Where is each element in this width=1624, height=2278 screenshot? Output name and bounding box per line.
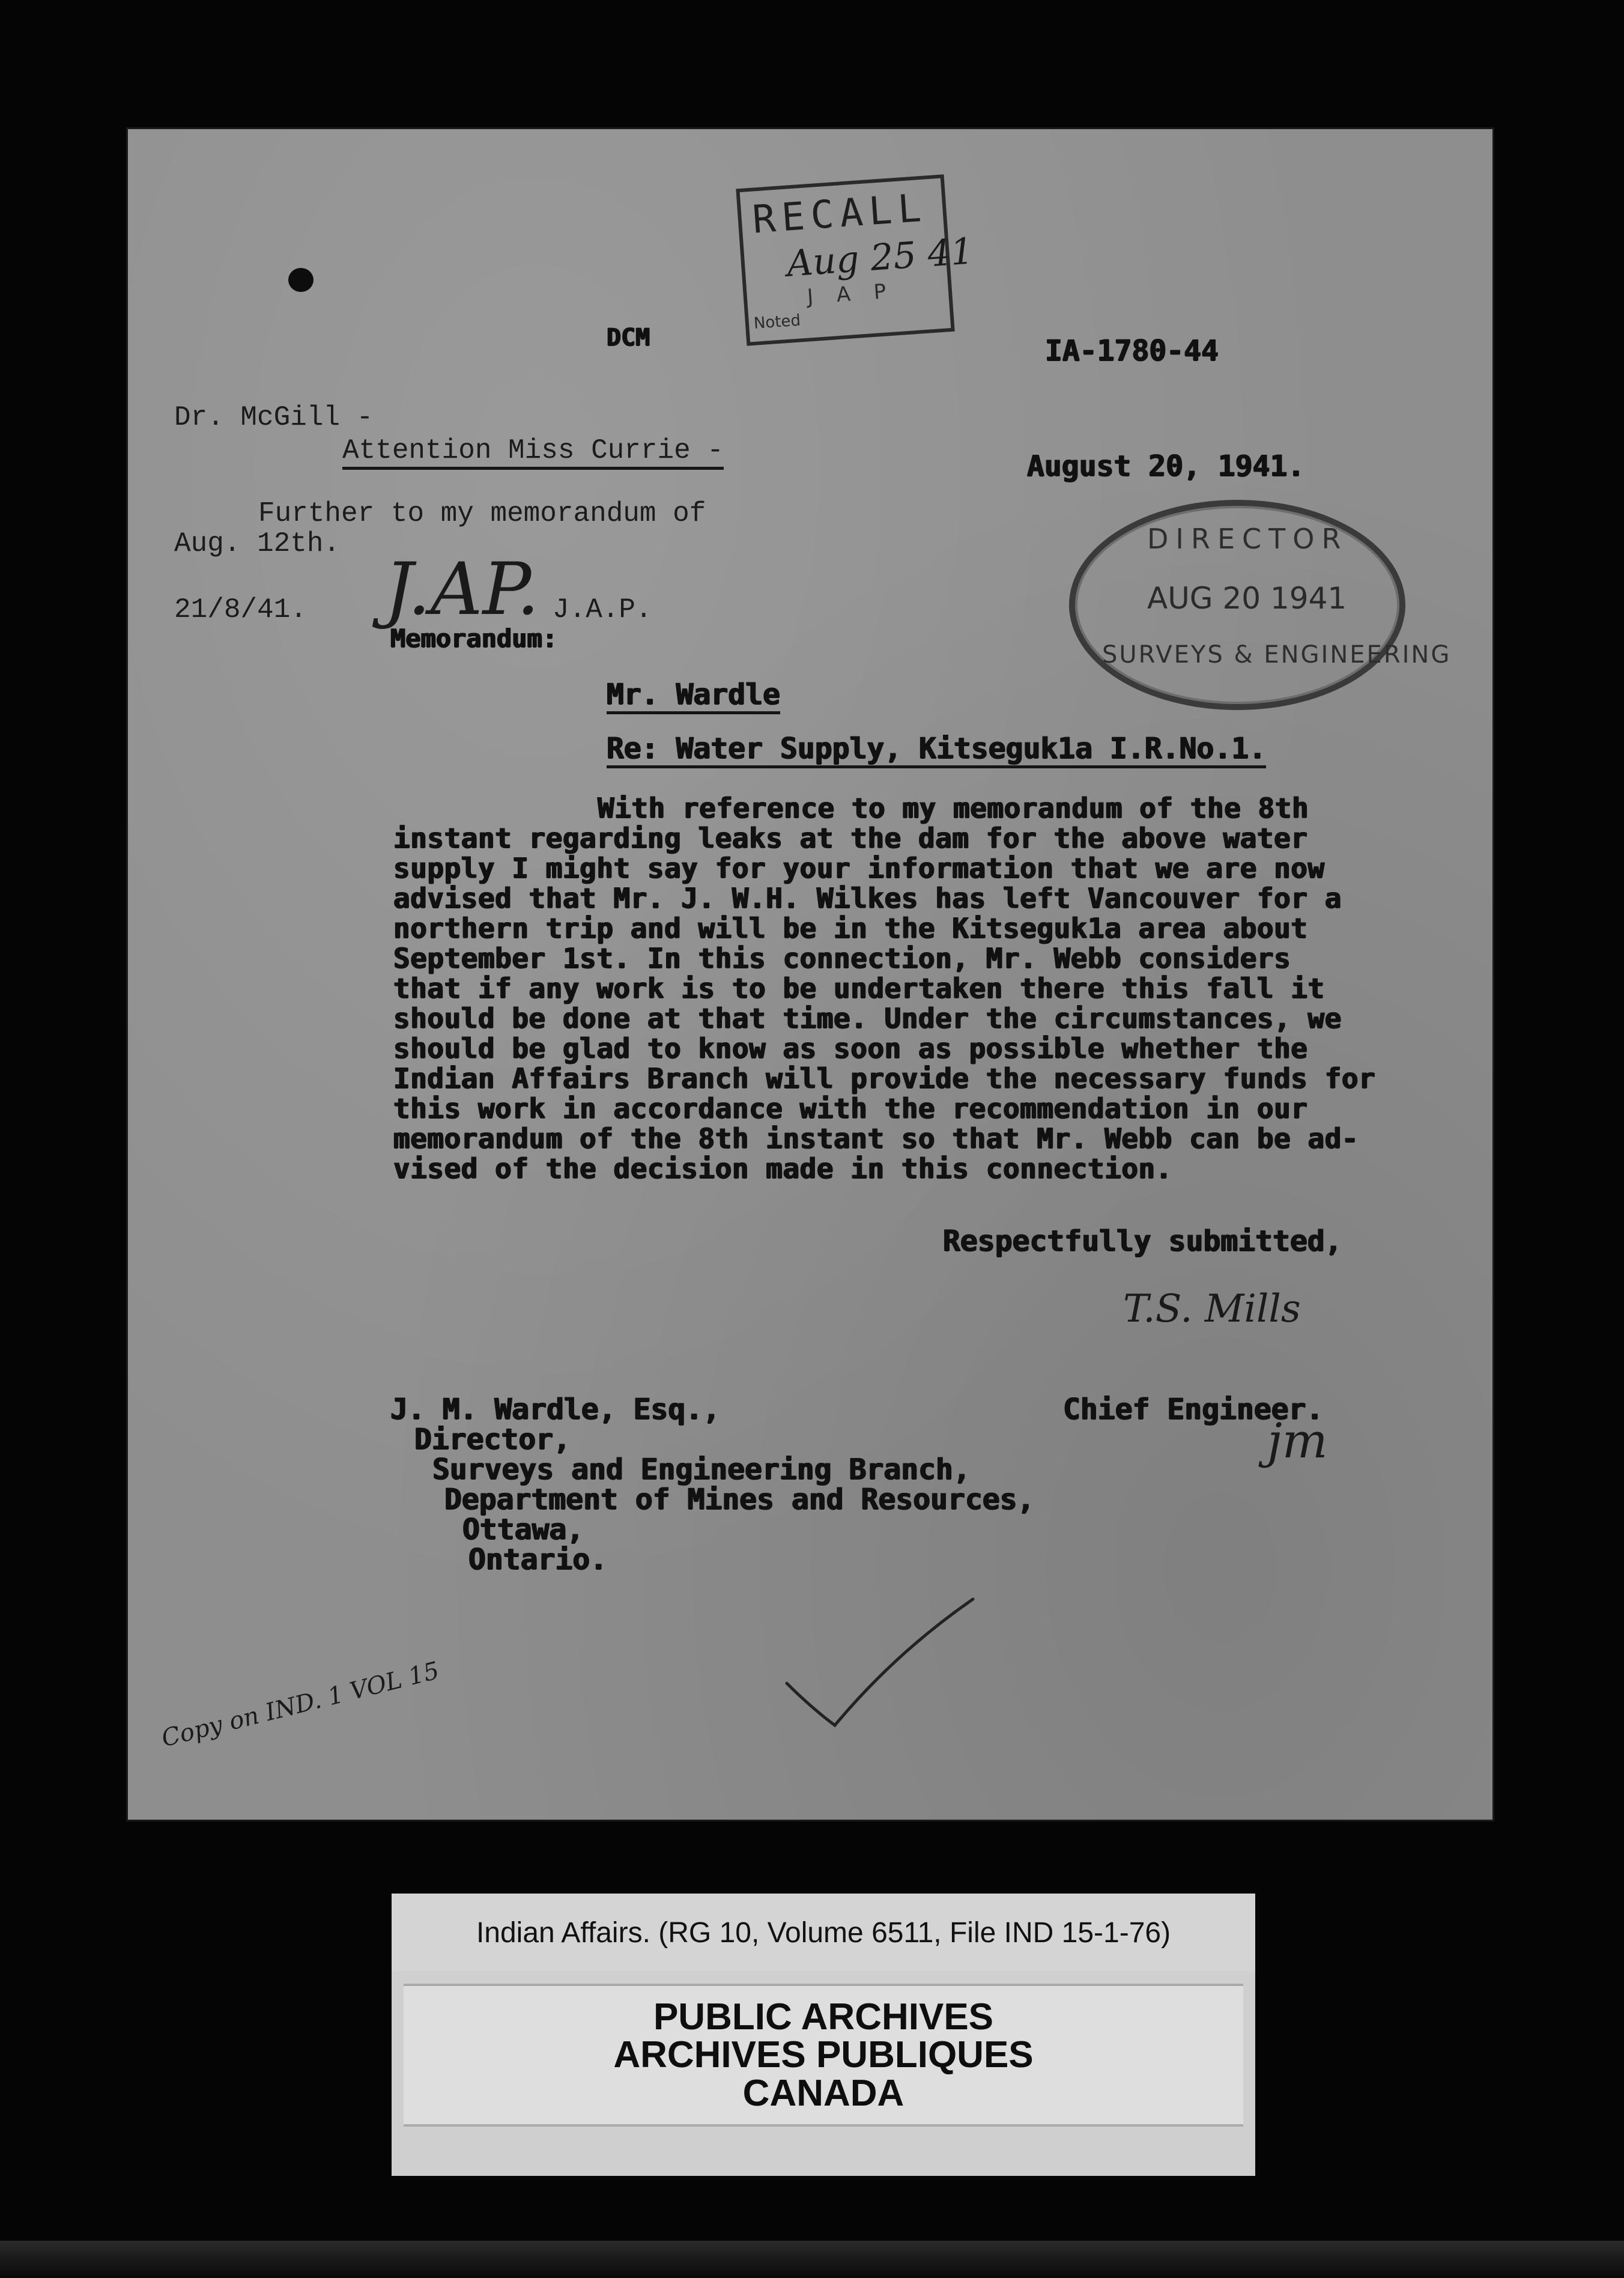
recall-stamp-noted: Noted <box>753 311 801 333</box>
address-line: Department of Mines and Resources, <box>444 1483 1035 1516</box>
body-line: instant regarding leaks at the dam for the above water <box>393 822 1308 854</box>
address-line: Ottawa, <box>462 1513 584 1546</box>
handwritten-initials: J.AP. <box>384 548 540 631</box>
signer-title: Chief Engineer. <box>1063 1393 1324 1426</box>
body-line: should be done at that time. Under the circumstances, we <box>393 1002 1342 1034</box>
address-line: Ontario. <box>468 1543 608 1576</box>
body-line: advised that Mr. J. W.H. Wilkes has left Vancouver for a <box>393 882 1342 914</box>
closing: Respectfully submitted, <box>943 1224 1342 1258</box>
director-stamp-date: AUG 20 1941 <box>1147 581 1347 616</box>
body-line: memorandum of the 8th instant so that Mr. Webb can be ad- <box>393 1122 1359 1155</box>
archive-caption <box>392 1894 1255 1974</box>
punch-mark <box>288 268 314 292</box>
body-line: supply I might say for your information that we are now <box>393 852 1325 884</box>
recall-stamp-initials: J A P <box>806 279 895 309</box>
body-line: northern trip and will be in the Kitseguk1a area about <box>393 912 1308 944</box>
address-line: Surveys and Engineering Branch, <box>432 1453 971 1486</box>
archives-label-inner <box>404 1984 1243 2127</box>
body-line: Indian Affairs Branch will provide the necessary funds for <box>393 1062 1376 1095</box>
address-line: Director, <box>414 1423 571 1456</box>
memorandum-label: Memorandum: <box>390 624 558 653</box>
body-line: should be glad to know as soon as possible whether the <box>393 1032 1308 1065</box>
body-line: vised of the decision made in this connection. <box>393 1152 1172 1185</box>
body-line: that if any work is to be undertaken there this fall it <box>393 972 1325 1004</box>
file-number: IA-1780-44 <box>1045 334 1219 368</box>
addressee: Mr. Wardle <box>607 680 780 714</box>
archives-label <box>392 1972 1255 2176</box>
margin-note: Copy on IND. 1 VOL 15 <box>159 1656 442 1753</box>
handwritten-initials-short: jm <box>1267 1413 1328 1469</box>
archives-line-1: PUBLIC ARCHIVES <box>653 1996 994 2038</box>
archives-line-2: ARCHIVES PUBLIQUES <box>613 2034 1034 2076</box>
address-line: J. M. Wardle, Esq., <box>390 1393 721 1426</box>
recipient-line: Dr. McGill - <box>174 402 374 433</box>
further-line-1: Further to my memorandum of <box>258 498 706 529</box>
signature: T.S. Mills <box>1123 1287 1301 1331</box>
archives-line-3: CANADA <box>742 2072 904 2114</box>
initials-code: DCM <box>607 324 650 351</box>
check-mark-icon <box>775 1593 1003 1737</box>
letter-date: August 20, 1941. <box>1027 449 1305 483</box>
director-stamp-bottom: SURVEYS & ENGINEERING <box>1102 641 1452 669</box>
recall-stamp-date: Aug 25 41 <box>785 230 975 285</box>
recall-stamp-title: RECALL <box>751 186 929 243</box>
director-stamp-top: DIRECTOR <box>1147 523 1348 555</box>
subject-line: Re: Water Supply, Kitseguk1a I.R.No.1. <box>607 734 1266 768</box>
body-line: With reference to my memorandum of the 8th <box>598 792 1309 824</box>
body-line: September 1st. In this connection, Mr. Webb considers <box>393 942 1291 974</box>
attention-line: Attention Miss Currie - <box>342 437 724 470</box>
director-stamp <box>1069 500 1452 710</box>
film-edge <box>0 2241 1624 2278</box>
typed-initials: J.A.P. <box>553 594 652 625</box>
archive-caption-text: Indian Affairs. (RG 10, Volume 6511, File IND 15-1-76) <box>476 1916 1171 1949</box>
recall-stamp <box>736 174 975 346</box>
further-line-2: Aug. 12th. <box>174 528 341 559</box>
document-page <box>126 127 1494 1821</box>
body-line: this work in accordance with the recommendation in our <box>393 1092 1308 1125</box>
handwritten-date: 21/8/41. <box>174 594 307 625</box>
